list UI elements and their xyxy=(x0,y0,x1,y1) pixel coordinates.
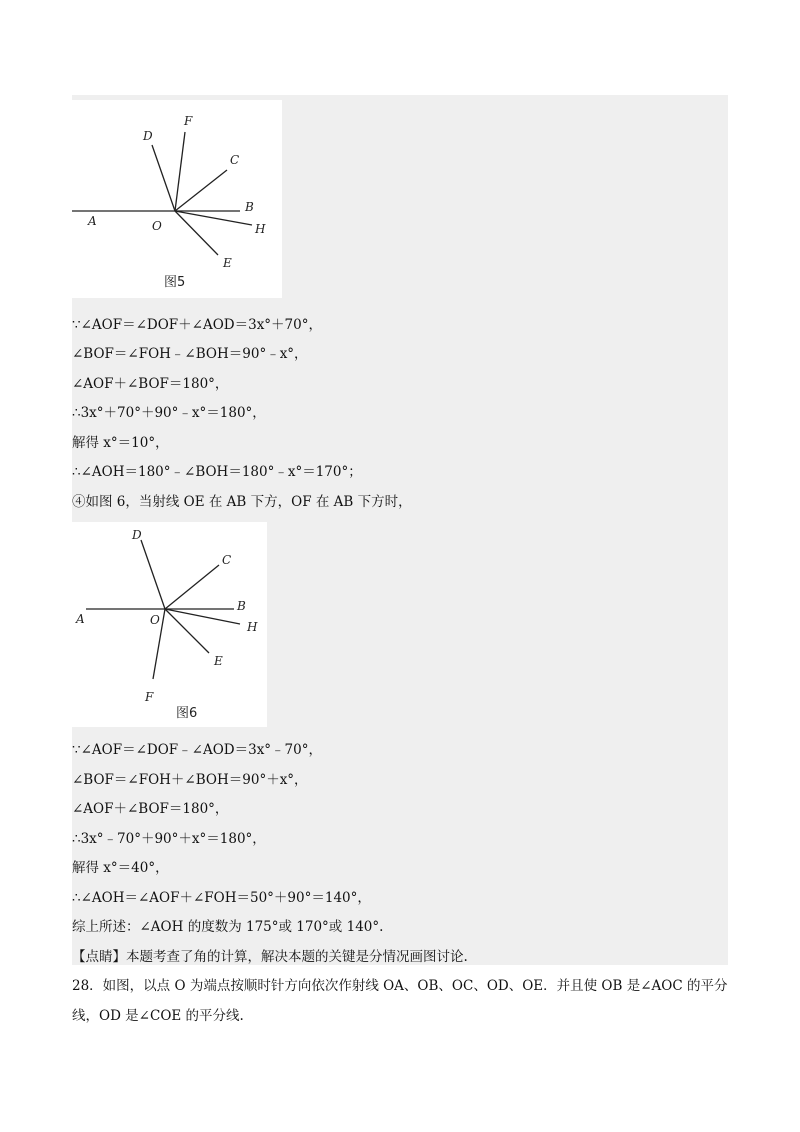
ray-of xyxy=(175,132,185,211)
label-e: E xyxy=(223,256,232,270)
figure-5-diagram xyxy=(72,100,282,298)
label-d: D xyxy=(132,528,142,542)
solution-summary: 综上所述：∠AOH 的度数为 175°或 170°或 140°. xyxy=(72,919,384,935)
label-a: A xyxy=(76,612,85,626)
ray-od xyxy=(141,540,165,609)
figure-6-caption: 图6 xyxy=(176,706,198,721)
ray-oc xyxy=(175,170,227,211)
figure-6-diagram xyxy=(72,522,267,727)
solution-line: ∵∠AOF＝∠DOF＋∠AOD＝3x°＋70°， xyxy=(72,317,322,333)
label-f: F xyxy=(145,690,154,704)
solution-line: ∴3x°＋70°＋90°﹣x°＝180°， xyxy=(72,405,266,421)
solution-line: ∵∠AOF＝∠DOF﹣∠AOD＝3x°﹣70°， xyxy=(72,742,322,758)
solution-line: ∠BOF＝∠FOH﹣∠BOH＝90°﹣x°， xyxy=(72,346,308,362)
label-o: O xyxy=(150,613,160,627)
label-f: F xyxy=(184,114,193,128)
label-h: H xyxy=(255,222,266,236)
solution-line: 解得 x°＝40°， xyxy=(72,860,169,876)
ray-oh xyxy=(165,609,240,624)
figure-5 xyxy=(72,100,282,298)
solution-line: ④如图 6，当射线 OE 在 AB 下方，OF 在 AB 下方时， xyxy=(72,494,412,510)
label-o: O xyxy=(152,219,162,233)
label-d: D xyxy=(143,129,153,143)
ray-od xyxy=(152,145,175,211)
question-28: 28．如图，以点 O 为端点按顺时针方向依次作射线 OA、OB、OC、OD、OE．并且使 OB 是∠AOC 的平分线，OD 是∠COE 的平分线. xyxy=(72,978,728,1024)
solution-line: 解得 x°＝10°， xyxy=(72,435,169,451)
ray-oe xyxy=(165,609,209,653)
ray-oc xyxy=(165,565,219,609)
label-h: H xyxy=(247,620,258,634)
label-b: B xyxy=(237,599,246,613)
solution-line: ∴∠AOH＝∠AOF＋∠FOH＝50°＋90°＝140°， xyxy=(72,890,371,906)
solution-line: ∠BOF＝∠FOH＋∠BOH＝90°＋x°， xyxy=(72,772,308,788)
solution-line: ∠AOF＋∠BOF＝180°， xyxy=(72,801,229,817)
solution-line: ∠AOF＋∠BOF＝180°， xyxy=(72,376,229,392)
label-c: C xyxy=(222,553,232,567)
label-e: E xyxy=(214,654,223,668)
solution-comment: 【点睛】本题考查了角的计算，解决本题的关键是分情况画图讨论. xyxy=(72,949,468,965)
label-b: B xyxy=(245,200,254,214)
solution-line: ∴3x°﹣70°＋90°＋x°＝180°， xyxy=(72,831,266,847)
label-c: C xyxy=(230,153,240,167)
solution-line: ∴∠AOH＝180°﹣∠BOH＝180°﹣x°＝170°； xyxy=(72,464,362,480)
label-a: A xyxy=(88,214,97,228)
figure-6 xyxy=(72,522,267,727)
figure-5-caption: 图5 xyxy=(164,275,186,290)
